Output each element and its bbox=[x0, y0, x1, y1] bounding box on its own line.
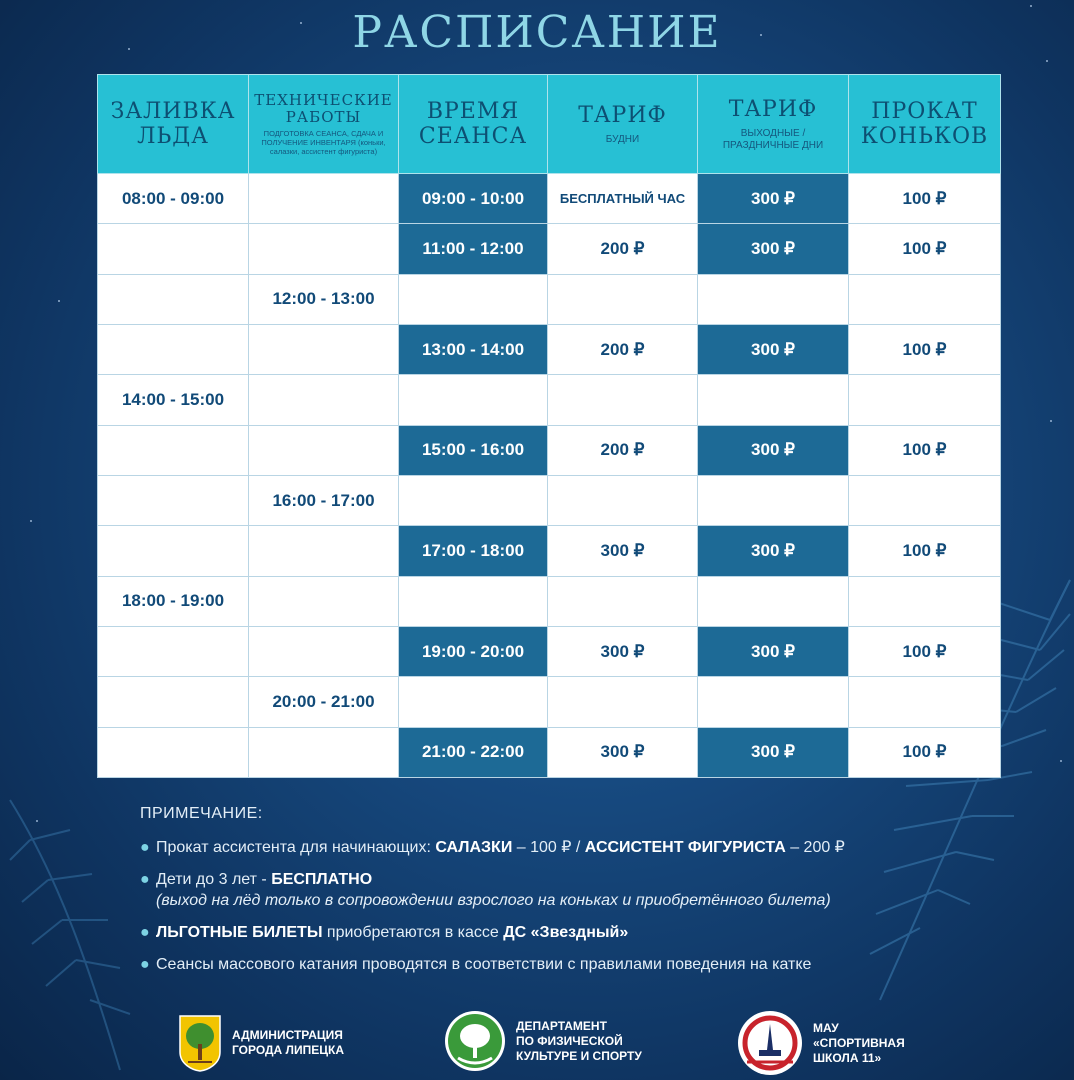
org-name-line: КУЛЬТУРЕ И СПОРТУ bbox=[516, 1048, 642, 1063]
cell-tariff-weekdays bbox=[548, 727, 698, 777]
cell-technical-works bbox=[249, 475, 399, 525]
cell-technical-works bbox=[249, 425, 399, 475]
header-tariff-weekends bbox=[698, 75, 849, 174]
table-row bbox=[98, 324, 1001, 374]
note-text: Дети до 3 лет - bbox=[156, 871, 272, 888]
cell-skate-rental bbox=[849, 475, 1001, 525]
page-title: РАСПИСАНИЕ bbox=[352, 7, 722, 58]
cell-skate-rental bbox=[849, 174, 1001, 224]
cell-technical-works bbox=[249, 324, 399, 374]
cell-tariff-weekends bbox=[698, 274, 849, 324]
cell-value: 200 ₽ bbox=[600, 339, 645, 359]
table-row bbox=[98, 475, 1001, 525]
cell-value: 300 ₽ bbox=[600, 742, 645, 762]
cell-skate-rental bbox=[849, 425, 1001, 475]
cell-value: 18:00 - 19:00 bbox=[121, 591, 225, 611]
cell-session-time bbox=[399, 677, 548, 727]
cell-tariff-weekdays bbox=[548, 174, 698, 224]
cell-session-time bbox=[399, 274, 548, 324]
header-tariff-weekdays bbox=[548, 75, 698, 174]
org-sports-department bbox=[444, 1010, 642, 1072]
table-row bbox=[98, 174, 1001, 224]
cell-value: 16:00 - 17:00 bbox=[272, 490, 375, 510]
cell-tariff-weekdays bbox=[548, 677, 698, 727]
cell-value: 200 ₽ bbox=[600, 440, 645, 460]
org-name-line: ДЕПАРТАМЕНТ bbox=[516, 1018, 607, 1033]
cell-value: 100 ₽ bbox=[902, 641, 947, 661]
cell-tariff-weekends bbox=[698, 174, 849, 224]
table-row bbox=[98, 274, 1001, 324]
note-children bbox=[140, 869, 1040, 911]
footer bbox=[0, 1010, 1074, 1080]
sports-department-logo-icon bbox=[444, 1010, 506, 1072]
cell-value: 12:00 - 13:00 bbox=[272, 289, 375, 309]
table-row bbox=[98, 677, 1001, 727]
notes-label: ПРИМЕЧАНИЕ: bbox=[140, 805, 263, 822]
header-sublabel: БУДНИ bbox=[605, 133, 640, 145]
cell-tariff-weekends bbox=[698, 475, 849, 525]
notes-section bbox=[140, 805, 1040, 986]
star bbox=[58, 300, 60, 302]
cell-session-time bbox=[399, 475, 548, 525]
cell-tariff-weekdays bbox=[548, 274, 698, 324]
cell-session-time bbox=[399, 375, 548, 425]
cell-ice-fill bbox=[98, 576, 249, 626]
table-row bbox=[98, 375, 1001, 425]
cell-value: 300 ₽ bbox=[751, 440, 795, 460]
header-label: ВРЕМЯ СЕАНСА bbox=[418, 99, 528, 149]
header-ice-fill bbox=[98, 75, 249, 174]
cell-value: 100 ₽ bbox=[902, 339, 947, 359]
bullet-icon: ● bbox=[140, 956, 150, 973]
cell-skate-rental bbox=[849, 375, 1001, 425]
header-skate-rental bbox=[849, 75, 1001, 174]
note-text: – 100 ₽ bbox=[512, 839, 572, 856]
cell-skate-rental bbox=[849, 224, 1001, 274]
cell-tariff-weekdays bbox=[548, 475, 698, 525]
header-label: ЗАЛИВКА ЛЬДА bbox=[110, 99, 236, 149]
cell-session-time bbox=[399, 425, 548, 475]
cell-ice-fill bbox=[98, 727, 249, 777]
cell-skate-rental bbox=[849, 324, 1001, 374]
star bbox=[1046, 60, 1048, 62]
sports-school-logo-icon bbox=[737, 1010, 803, 1076]
cell-value: 13:00 - 14:00 bbox=[421, 339, 525, 359]
cell-skate-rental bbox=[849, 677, 1001, 727]
header-label: ТАРИФ bbox=[578, 102, 667, 128]
note-assistant-rental bbox=[140, 837, 1040, 858]
header-technical-works bbox=[249, 75, 399, 174]
cell-session-time bbox=[399, 727, 548, 777]
schedule-table bbox=[97, 74, 1001, 778]
cell-tariff-weekdays bbox=[548, 576, 698, 626]
cell-technical-works bbox=[249, 626, 399, 676]
cell-value: 100 ₽ bbox=[902, 540, 947, 560]
cell-value: 100 ₽ bbox=[902, 440, 947, 460]
bullet-icon: ● bbox=[140, 924, 150, 941]
star bbox=[1050, 420, 1052, 422]
bullet-icon: ● bbox=[140, 871, 150, 888]
cell-tariff-weekdays bbox=[548, 375, 698, 425]
cell-value: 100 ₽ bbox=[902, 238, 947, 258]
cell-ice-fill bbox=[98, 324, 249, 374]
cell-tariff-weekdays bbox=[548, 224, 698, 274]
header-sublabel: ВЫХОДНЫЕ / ПРАЗДНИЧНЫЕ ДНИ bbox=[722, 127, 824, 151]
star bbox=[1030, 5, 1032, 7]
cell-tariff-weekends bbox=[698, 526, 849, 576]
org-sports-school bbox=[737, 1010, 905, 1076]
org-name-line: «СПОРТИВНАЯ bbox=[813, 1035, 905, 1050]
cell-technical-works bbox=[249, 677, 399, 727]
header-label: ТАРИФ bbox=[728, 96, 818, 122]
cell-tariff-weekends bbox=[698, 626, 849, 676]
cell-value: 100 ₽ bbox=[902, 188, 947, 208]
note-text: – 200 ₽ bbox=[785, 839, 845, 856]
cell-session-time bbox=[399, 626, 548, 676]
table-row bbox=[98, 526, 1001, 576]
cell-value: 14:00 - 15:00 bbox=[121, 389, 225, 409]
cell-value: 200 ₽ bbox=[600, 238, 645, 258]
cell-value: 21:00 - 22:00 bbox=[421, 742, 525, 762]
star bbox=[36, 820, 38, 822]
cell-ice-fill bbox=[98, 375, 249, 425]
table-row bbox=[98, 727, 1001, 777]
lipetsk-coat-of-arms-icon bbox=[178, 1014, 222, 1072]
cell-value: 300 ₽ bbox=[751, 188, 795, 208]
cell-value: 100 ₽ bbox=[902, 742, 947, 762]
cell-tariff-weekends bbox=[698, 677, 849, 727]
note-rules bbox=[140, 954, 1040, 975]
cell-technical-works bbox=[249, 576, 399, 626]
cell-skate-rental bbox=[849, 526, 1001, 576]
org-name-line: АДМИНИСТРАЦИЯ bbox=[232, 1028, 343, 1042]
header-label: ТЕХНИЧЕСКИЕ РАБОТЫ bbox=[254, 91, 393, 126]
cell-ice-fill bbox=[98, 425, 249, 475]
cell-tariff-weekdays bbox=[548, 324, 698, 374]
cell-ice-fill bbox=[98, 224, 249, 274]
cell-value: БЕСПЛАТНЫЙ ЧАС bbox=[559, 191, 686, 207]
note-bold: ДС «Звездный» bbox=[503, 924, 629, 941]
note-bold: АССИСТЕНТ ФИГУРИСТА bbox=[584, 839, 786, 856]
table-row bbox=[98, 576, 1001, 626]
cell-session-time bbox=[399, 526, 548, 576]
note-text: / bbox=[571, 839, 585, 856]
cell-technical-works bbox=[249, 224, 399, 274]
cell-value: 08:00 - 09:00 bbox=[121, 188, 225, 208]
note-bold: ЛЬГОТНЫЕ БИЛЕТЫ bbox=[156, 924, 323, 941]
cell-ice-fill bbox=[98, 626, 249, 676]
cell-value: 11:00 - 12:00 bbox=[422, 238, 524, 258]
note-text: приобретаются в кассе bbox=[322, 924, 504, 941]
table-header-row bbox=[98, 75, 1001, 174]
org-name-line: ШКОЛА 11» bbox=[813, 1050, 882, 1065]
cell-value: 300 ₽ bbox=[751, 742, 795, 762]
bullet-icon: ● bbox=[140, 839, 150, 856]
cell-value: 15:00 - 16:00 bbox=[421, 440, 525, 460]
cell-technical-works bbox=[249, 526, 399, 576]
cell-technical-works bbox=[249, 375, 399, 425]
cell-tariff-weekends bbox=[698, 425, 849, 475]
cell-value: 300 ₽ bbox=[751, 238, 795, 258]
note-discount-tickets bbox=[140, 922, 1040, 943]
cell-skate-rental bbox=[849, 274, 1001, 324]
cell-session-time bbox=[399, 576, 548, 626]
note-bold: БЕСПЛАТНО bbox=[271, 871, 373, 888]
cell-session-time bbox=[399, 324, 548, 374]
table-row bbox=[98, 626, 1001, 676]
cell-skate-rental bbox=[849, 727, 1001, 777]
cell-tariff-weekends bbox=[698, 224, 849, 274]
org-name-line: ПО ФИЗИЧЕСКОЙ bbox=[516, 1033, 623, 1048]
org-administration bbox=[178, 1014, 344, 1072]
cell-tariff-weekdays bbox=[548, 425, 698, 475]
cell-technical-works bbox=[249, 727, 399, 777]
cell-value: 300 ₽ bbox=[751, 641, 795, 661]
cell-technical-works bbox=[249, 274, 399, 324]
note-bold: САЛАЗКИ bbox=[435, 839, 513, 856]
cell-session-time bbox=[399, 224, 548, 274]
cell-value: 09:00 - 10:00 bbox=[421, 188, 525, 208]
star bbox=[30, 520, 32, 522]
header-session-time bbox=[399, 75, 548, 174]
table-row bbox=[98, 224, 1001, 274]
cell-technical-works bbox=[249, 174, 399, 224]
cell-skate-rental bbox=[849, 626, 1001, 676]
cell-value: 300 ₽ bbox=[600, 540, 645, 560]
cell-tariff-weekends bbox=[698, 324, 849, 374]
org-name-line: ГОРОДА ЛИПЕЦКА bbox=[232, 1043, 344, 1057]
cell-ice-fill bbox=[98, 475, 249, 525]
cell-value: 19:00 - 20:00 bbox=[421, 641, 525, 661]
cell-ice-fill bbox=[98, 526, 249, 576]
note-text: Сеансы массового катания проводятся в соответствии с правилами поведения на катке bbox=[156, 956, 812, 973]
cell-tariff-weekdays bbox=[548, 626, 698, 676]
cell-value: 300 ₽ bbox=[751, 339, 795, 359]
cell-tariff-weekends bbox=[698, 576, 849, 626]
org-name-line: МАУ bbox=[813, 1020, 839, 1035]
cell-value: 17:00 - 18:00 bbox=[421, 540, 525, 560]
cell-session-time bbox=[399, 174, 548, 224]
star bbox=[1060, 760, 1062, 762]
cell-tariff-weekends bbox=[698, 727, 849, 777]
cell-tariff-weekends bbox=[698, 375, 849, 425]
cell-value: 300 ₽ bbox=[600, 641, 645, 661]
cell-value: 300 ₽ bbox=[751, 540, 795, 560]
header-sublabel: ПОДГОТОВКА СЕАНСА, СДАЧА И ПОЛУЧЕНИЕ ИНВЕНТАРЯ (коньки, салазки, ассистент фигуриста) bbox=[261, 129, 386, 156]
table-row bbox=[98, 425, 1001, 475]
cell-skate-rental bbox=[849, 576, 1001, 626]
cell-ice-fill bbox=[98, 677, 249, 727]
header-label: ПРОКАТ КОНЬКОВ bbox=[860, 99, 989, 149]
cell-value: 20:00 - 21:00 bbox=[272, 691, 375, 711]
cell-ice-fill bbox=[98, 174, 249, 224]
note-italic: (выход на лёд только в сопровождении взрослого на коньках и приобретённого билета) bbox=[156, 892, 831, 909]
cell-ice-fill bbox=[98, 274, 249, 324]
note-text: Прокат ассистента для начинающих: bbox=[156, 839, 436, 856]
cell-tariff-weekdays bbox=[548, 526, 698, 576]
